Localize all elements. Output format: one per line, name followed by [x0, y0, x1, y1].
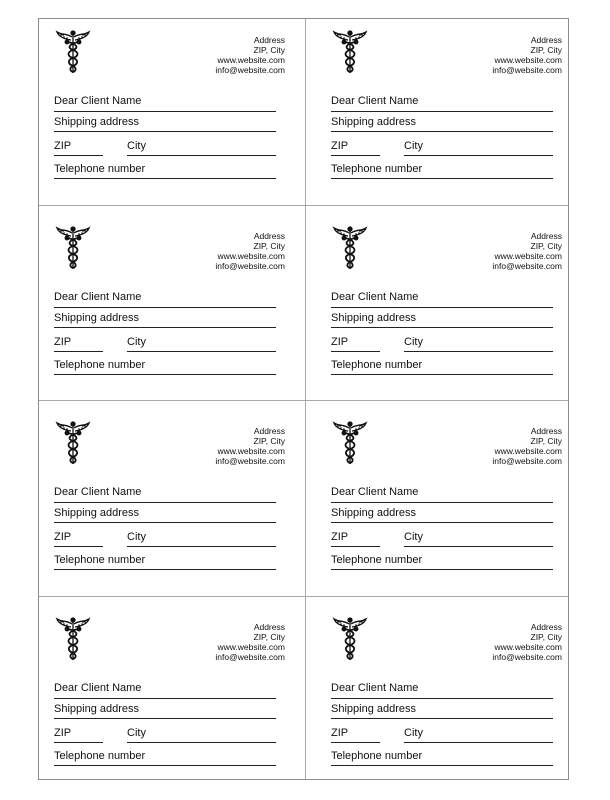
client-name-field: Dear Client Name: [54, 291, 142, 303]
shipping-address-line: [54, 718, 276, 719]
sender-email: info@website.com: [215, 261, 285, 271]
sender-zip-city: ZIP, City: [253, 436, 285, 446]
shipping-address-line: [54, 522, 276, 523]
sender-zip-city: ZIP, City: [530, 45, 562, 55]
telephone-field: Telephone number: [54, 163, 146, 175]
sender-address: Address: [530, 622, 562, 632]
zip-field: ZIP: [331, 531, 349, 543]
caduceus-icon: [53, 29, 93, 75]
zip-line: [331, 351, 380, 352]
client-name-field: Dear Client Name: [331, 486, 419, 498]
sender-website: www.website.com: [494, 446, 562, 456]
telephone-line: [331, 765, 553, 766]
client-name-field: Dear Client Name: [331, 95, 419, 107]
client-name-field: Dear Client Name: [54, 682, 142, 694]
shipping-address-line: [331, 131, 553, 132]
sender-email: info@website.com: [215, 652, 285, 662]
zip-line: [331, 155, 380, 156]
zip-line: [54, 546, 103, 547]
shipping-address-line: [54, 327, 276, 328]
telephone-field: Telephone number: [54, 554, 146, 566]
telephone-line: [54, 178, 276, 179]
zip-line: [331, 546, 380, 547]
telephone-line: [331, 569, 553, 570]
telephone-line: [331, 178, 553, 179]
city-field: City: [404, 727, 423, 739]
zip-line: [54, 155, 103, 156]
sender-address: Address: [253, 35, 285, 45]
client-name-line: [331, 307, 553, 308]
shipping-address-field: Shipping address: [54, 116, 140, 128]
telephone-field: Telephone number: [331, 359, 423, 371]
client-name-line: [54, 307, 276, 308]
sender-address: Address: [253, 231, 285, 241]
zip-field: ZIP: [54, 336, 72, 348]
telephone-field: Telephone number: [331, 554, 423, 566]
city-line: [127, 546, 276, 547]
sender-address: Address: [253, 426, 285, 436]
address-label: [316, 606, 582, 796]
sender-address-block: [492, 426, 562, 466]
sender-address-block: [215, 622, 285, 662]
sender-zip-city: ZIP, City: [530, 241, 562, 251]
telephone-field: Telephone number: [54, 359, 146, 371]
zip-line: [54, 742, 103, 743]
sender-email: info@website.com: [492, 65, 562, 75]
zip-line: [54, 351, 103, 352]
sender-address-block: [215, 426, 285, 466]
telephone-field: Telephone number: [54, 750, 146, 762]
shipping-address-field: Shipping address: [54, 507, 140, 519]
sender-address-block: [492, 231, 562, 271]
shipping-address-field: Shipping address: [331, 703, 417, 715]
telephone-line: [54, 569, 276, 570]
city-field: City: [404, 531, 423, 543]
sender-address-block: [492, 622, 562, 662]
city-line: [404, 351, 553, 352]
caduceus-icon: [330, 420, 370, 466]
column-divider: [305, 19, 306, 779]
sender-email: info@website.com: [492, 261, 562, 271]
zip-field: ZIP: [54, 727, 72, 739]
sender-website: www.website.com: [494, 55, 562, 65]
address-label: [39, 606, 305, 796]
city-line: [404, 546, 553, 547]
shipping-address-line: [331, 522, 553, 523]
sender-email: info@website.com: [492, 456, 562, 466]
shipping-address-field: Shipping address: [331, 312, 417, 324]
city-line: [127, 742, 276, 743]
city-field: City: [404, 336, 423, 348]
city-field: City: [127, 727, 146, 739]
caduceus-icon: [53, 616, 93, 662]
city-field: City: [404, 140, 423, 152]
zip-field: ZIP: [331, 727, 349, 739]
shipping-address-field: Shipping address: [54, 703, 140, 715]
address-label: [316, 410, 582, 600]
shipping-address-line: [331, 718, 553, 719]
city-line: [127, 351, 276, 352]
sender-address: Address: [253, 622, 285, 632]
client-name-field: Dear Client Name: [54, 95, 142, 107]
caduceus-icon: [53, 420, 93, 466]
zip-field: ZIP: [331, 140, 349, 152]
sender-zip-city: ZIP, City: [253, 45, 285, 55]
telephone-line: [54, 374, 276, 375]
city-field: City: [127, 336, 146, 348]
client-name-field: Dear Client Name: [331, 291, 419, 303]
client-name-line: [331, 502, 553, 503]
sender-email: info@website.com: [492, 652, 562, 662]
zip-line: [331, 742, 380, 743]
shipping-address-line: [331, 327, 553, 328]
caduceus-icon: [53, 225, 93, 271]
client-name-line: [331, 111, 553, 112]
telephone-line: [331, 374, 553, 375]
sender-address-block: [492, 35, 562, 75]
sender-address: Address: [530, 426, 562, 436]
city-field: City: [127, 140, 146, 152]
sender-zip-city: ZIP, City: [530, 436, 562, 446]
shipping-address-field: Shipping address: [331, 507, 417, 519]
sender-address-block: [215, 231, 285, 271]
sender-address: Address: [530, 231, 562, 241]
sender-email: info@website.com: [215, 65, 285, 75]
sender-website: www.website.com: [217, 642, 285, 652]
telephone-field: Telephone number: [331, 163, 423, 175]
telephone-line: [54, 765, 276, 766]
caduceus-icon: [330, 616, 370, 662]
sender-email: info@website.com: [215, 456, 285, 466]
sender-zip-city: ZIP, City: [253, 241, 285, 251]
address-label: [39, 215, 305, 405]
city-field: City: [127, 531, 146, 543]
address-label: [39, 410, 305, 600]
city-line: [404, 742, 553, 743]
sender-address-block: [215, 35, 285, 75]
address-label: [39, 19, 305, 209]
zip-field: ZIP: [54, 531, 72, 543]
city-line: [404, 155, 553, 156]
address-label: [316, 215, 582, 405]
client-name-line: [331, 698, 553, 699]
sender-website: www.website.com: [217, 55, 285, 65]
sender-website: www.website.com: [217, 446, 285, 456]
client-name-field: Dear Client Name: [54, 486, 142, 498]
sender-zip-city: ZIP, City: [530, 632, 562, 642]
shipping-address-field: Shipping address: [54, 312, 140, 324]
sender-website: www.website.com: [217, 251, 285, 261]
client-name-field: Dear Client Name: [331, 682, 419, 694]
sender-zip-city: ZIP, City: [253, 632, 285, 642]
telephone-field: Telephone number: [331, 750, 423, 762]
sender-website: www.website.com: [494, 251, 562, 261]
zip-field: ZIP: [331, 336, 349, 348]
caduceus-icon: [330, 29, 370, 75]
client-name-line: [54, 698, 276, 699]
zip-field: ZIP: [54, 140, 72, 152]
client-name-line: [54, 502, 276, 503]
sender-website: www.website.com: [494, 642, 562, 652]
label-sheet: [38, 18, 569, 780]
caduceus-icon: [330, 225, 370, 271]
shipping-address-field: Shipping address: [331, 116, 417, 128]
shipping-address-line: [54, 131, 276, 132]
address-label: [316, 19, 582, 209]
city-line: [127, 155, 276, 156]
sender-address: Address: [530, 35, 562, 45]
client-name-line: [54, 111, 276, 112]
